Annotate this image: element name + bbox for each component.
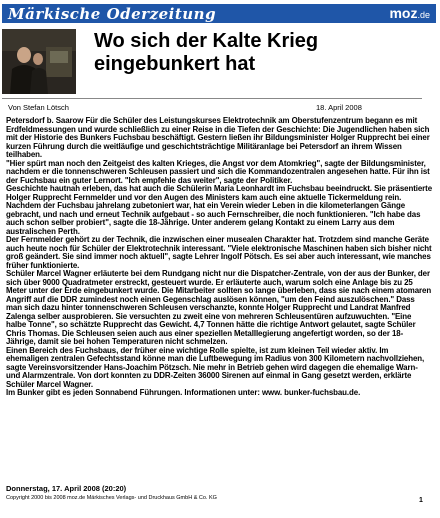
masthead	[2, 4, 436, 23]
article-photo	[2, 29, 76, 94]
publication-dateline: Donnerstag, 17. April 2008 (20:20)	[6, 484, 127, 493]
paragraph: Petersdorf b. Saarow Für die Schüler des Leistungskurses Elektrotechnik am Oberstufenzentrum begann es mit Erdfeldmessungen und wurde schließlich zu einer Reise in die Tiefen der Geschichte: Die Jugendlichen haben sich mit der Historie des Bunkers Fuchsbau beschäftigt. Gestern ließen ihr Bildungsminister Holger Rupprecht bei einer kurzen Führung durch die weitläufige und geschichtsträchtige Militäranlage bei Petersdorf an ihrem Wissen teilhaben.	[6, 116, 430, 159]
copyright-notice: Copyright 2000 bis 2008 moz.de Märkisches Verlags- und Druckhaus GmbH & Co. KG	[6, 495, 217, 501]
article-body	[6, 117, 432, 398]
page-number: 1	[419, 497, 423, 504]
paragraph: Geschichte hautnah erleben, das hat auch die Schülerin Maria Leonhardt im Fuchsbau beeindruckt. Sie präsentierte Holger Rupprecht Fernmelder und vor den Augen des Ministers kam auch eine aktuelle Tickermeldung rein. Nachdem der Fuchsbau jahrelang zubetoniert war, hat ein Verein wieder Leben in die kilometerlangen Gänge gebracht, und nach und erneut Technik aufgebaut - so auch Fernschreiber, die noch funktionieren. "Ich habe das auch schon selber probiert", sagte die 18-Jährige. Unter anderem gelang Kontakt zu einem Larry aus dem australischen Perth.	[6, 184, 433, 236]
paragraph: Schüler Marcel Wagner erläuterte bei dem Rundgang nicht nur die Dispatcher-Zentrale, von der aus der Bunker, der sich über 9000 Quadratmeter erstreckt, gesteuert wurde. Er erläuterte auch, warum solch eine Anlage bis zu 25 Meter unter der Erde eingebunkert wurde. Die Mitarbeiter sollten so lange überleben, dass sie nach einem atomaren Angriff auf die DDR zumindest noch einen Gegenschlag auslösen können, "um den Feind auszulöschen." Dass man sich dazu hinter tonnenschweren Schleusen verschanzte, konnte Holger Rupprecht und Landrat Manfred Zalenga selber ausprobieren. Sie versuchten zu zweit eine von mehreren Schleusentüren aufzuwuchten. "Eine halbe Tonne", so schätzte Rupprecht das Gewicht. 4,7 Tonnen hätte die richtige Antwort gelautet, sagte Schüler Chris Thomas. Die Schleusen seien auch aus einer speziellen Metalllegierung angefertigt worden, so der 18-Jährige, damit sie bei hohen Temperaturen nicht schmelzen.	[6, 269, 432, 346]
newspaper-brand: Märkische Oderzeitung	[8, 5, 217, 23]
logo-text: moz	[389, 5, 418, 21]
photo-image	[2, 29, 76, 94]
paragraph: "Hier spürt man noch den Zeitgeist des kalten Krieges, die Angst vor dem Atomkrieg", sagte der Bildungsminister, nachdem er die tonnenschweren Schleusen passiert und sich die Kommandozentralen angesehen hatte. Für ihn ist der Fuchsbau ein guter Lernort. "Ich empfehle das weiter", sagte der Politiker.	[6, 158, 430, 185]
logo-suffix: .de	[417, 10, 430, 20]
moz-logo	[389, 5, 430, 21]
article-date: 18. April 2008	[316, 103, 362, 112]
paragraph: Einen Bereich des Fuchsbaus, der früher eine wichtige Rolle spielte, ist zum kleinen Teil wieder aktiv. Im ehemaligen zentralen Gefechtsstand könne man die Luftbewegung im Radius von 300 Kilometern nachvollziehen, sagte Vereinsvorsitzender Hans-Joachim Pötzsch. Nie mehr in Betrieb gehen wird dagegen die ehemalige Warn- und Alarmzentrale. Von dort konnten zu DDR-Zeiten 36000 Sirenen auf einmal in Gang gesetzt werden, erklärte Schüler Marcel Wagner.	[6, 345, 425, 389]
article-headline: Wo sich der Kalte Krieg eingebunkert hat	[94, 30, 319, 75]
paragraph: Der Fernmelder gehört zu der Technik, die inzwischen einer musealen Charakter hat. Trotzdem sind manche Geräte auch heute noch für Schüler der Elektrotechnik interessant. "Viele elektronische Maschinen haben sich bisher nicht groß geändert. Sie sind immer noch aktuell", sagte Lehrer Ingolf Pötsch. Es sei aber auch interessant, wie manches früher funktionierte.	[6, 235, 432, 270]
header-divider	[2, 98, 422, 99]
paragraph: Im Bunker gibt es jeden Sonnabend Führungen. Informationen unter: www. bunker-fuchsbau.de.	[6, 388, 361, 397]
article-byline: Von Stefan Lötsch	[8, 103, 69, 112]
